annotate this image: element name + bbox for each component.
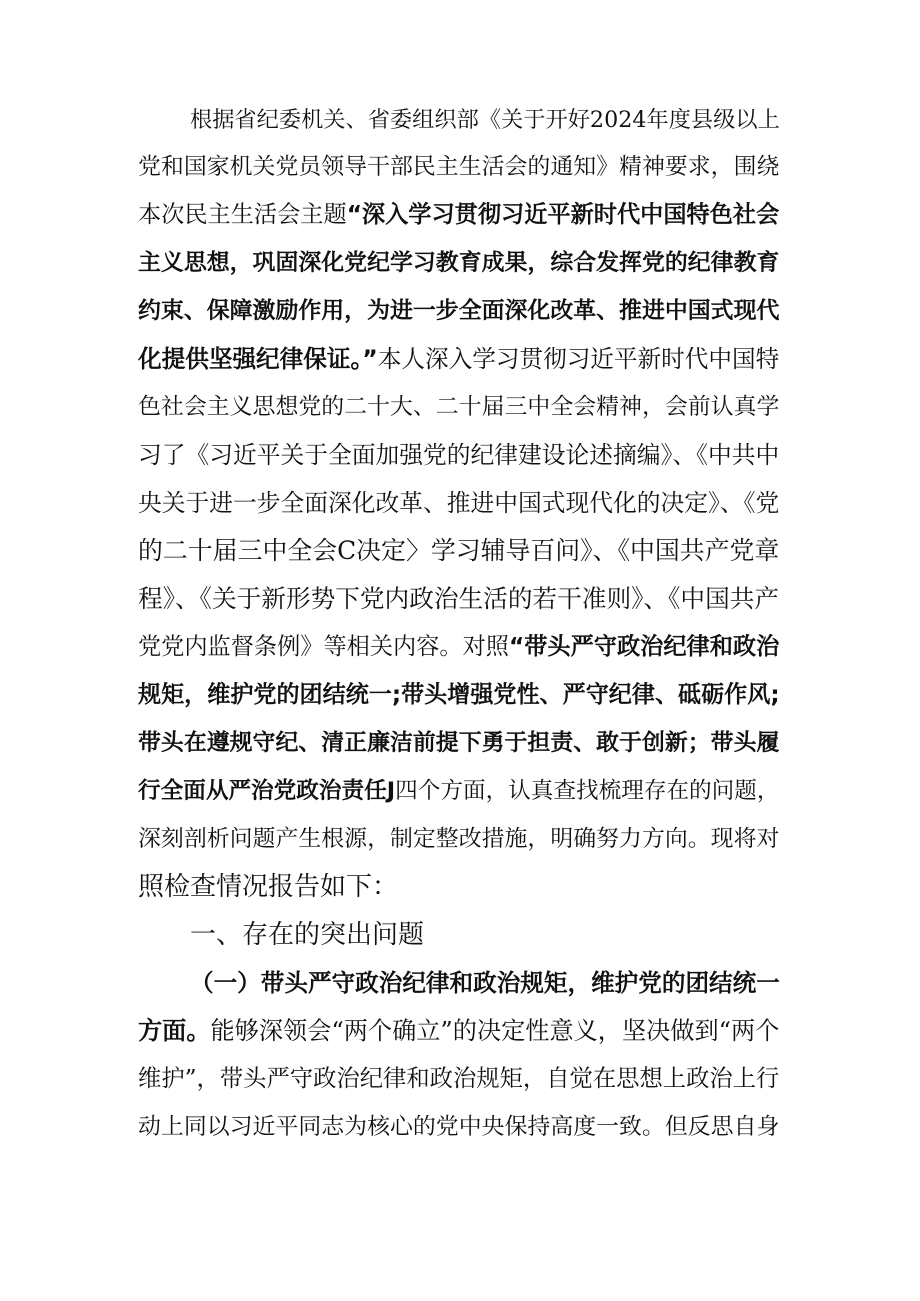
paragraph-line: [138, 243, 786, 283]
text-run: 动上同以习近平同志为核心的党中央保持高度一致。但反思自身: [138, 1114, 780, 1140]
bold-text-run: 化提供坚强纪律保证。”: [138, 345, 378, 373]
paragraph-line: [138, 387, 786, 427]
heading-text: 一、存在的突出问题: [190, 920, 425, 950]
bold-text-run: 方面。: [138, 1017, 211, 1045]
paragraph-line: [138, 1011, 786, 1051]
text-run: 照检查情况报告如下：: [138, 872, 399, 902]
section-heading: [190, 915, 786, 955]
text-run: 程》、《关于新形势下党内政治生活的若干准则》、《中国共产: [138, 584, 780, 613]
paragraph-line: [138, 675, 786, 715]
text-run: 本人深入学习贯彻习近平新时代中国特: [377, 345, 780, 373]
paragraph-line: [138, 627, 786, 667]
paragraph-line: [138, 147, 786, 187]
bold-text-run: 行全面从严治党政治责任J: [138, 778, 396, 804]
paragraph-line: [138, 1107, 786, 1147]
paragraph-line: [138, 339, 786, 379]
paragraph-line: [138, 723, 786, 763]
text-run: 色社会主义思想党的二十大、二十届三中全会精神，会前认真学: [138, 394, 780, 420]
paragraph-line: [190, 100, 786, 140]
text-run: 党和国家机关党员领导干部民主生活会的通知》精神要求，围绕: [138, 154, 780, 180]
bold-text-run: （一）带头严守政治纪律和政治规矩，维护党的团结统一: [190, 969, 780, 997]
text-run: 的二十届三中全会C决定〉学习辅导百问》、《中国共产党章: [138, 536, 780, 565]
paragraph-line: [138, 819, 786, 859]
paragraph-line: [138, 291, 786, 331]
text-run: 央关于进一步全面深化改革、推进中国式现代化的决定》、《党: [138, 489, 780, 517]
paragraph-line: [138, 867, 786, 907]
bold-text-run: 规矩，维护党的团结统一;带头增强党性、严守纪律、砥砺作风;: [138, 682, 780, 708]
text-run: 根据省纪委机关、省委组织部《关于开好2024年度县级以上: [190, 107, 780, 133]
text-run: 本次民主生活会主题: [138, 201, 347, 228]
subsection-heading-line: [190, 963, 786, 1003]
text-run: 四个方面，认真查找梳理存在的问题，: [395, 778, 780, 804]
paragraph-line: [138, 195, 786, 235]
text-run: 党党内监督条例》等相关内容。对照: [138, 633, 509, 660]
paragraph-line: [138, 483, 786, 523]
text-run: 能够深领会“两个确立”的决定性意义，坚决做到“两个: [210, 1017, 780, 1045]
paragraph-line: [138, 435, 786, 475]
paragraph-line: [138, 1059, 786, 1099]
bold-text-run: 带头在遵规守纪、清正廉洁前提下勇于担责、敢于创新；带头履: [138, 730, 780, 756]
text-run: 深刻剖析问题产生根源，制定整改措施，明确努力方向。现将对: [138, 826, 780, 852]
paragraph-line: [138, 531, 786, 571]
bold-text-run: 主义思想，巩固深化党纪学习教育成果，综合发挥党的纪律教育: [138, 250, 780, 276]
paragraph-line: [138, 579, 786, 619]
bold-text-run: “带头严守政治纪律和政治: [509, 633, 780, 660]
paragraph-line: [138, 771, 786, 811]
bold-text-run: “深入学习贯彻习近平新时代中国特色社会: [346, 201, 780, 228]
text-run: 维护”，带头严守政治纪律和政治规矩，自觉在思想上政治上行: [138, 1065, 780, 1092]
bold-text-run: 约束、保障激励作用，为进一步全面深化改革、推进中国式现代: [138, 298, 780, 324]
text-run: 习了《习近平关于全面加强党的纪律建设论述摘编》、《中共中: [138, 441, 780, 469]
